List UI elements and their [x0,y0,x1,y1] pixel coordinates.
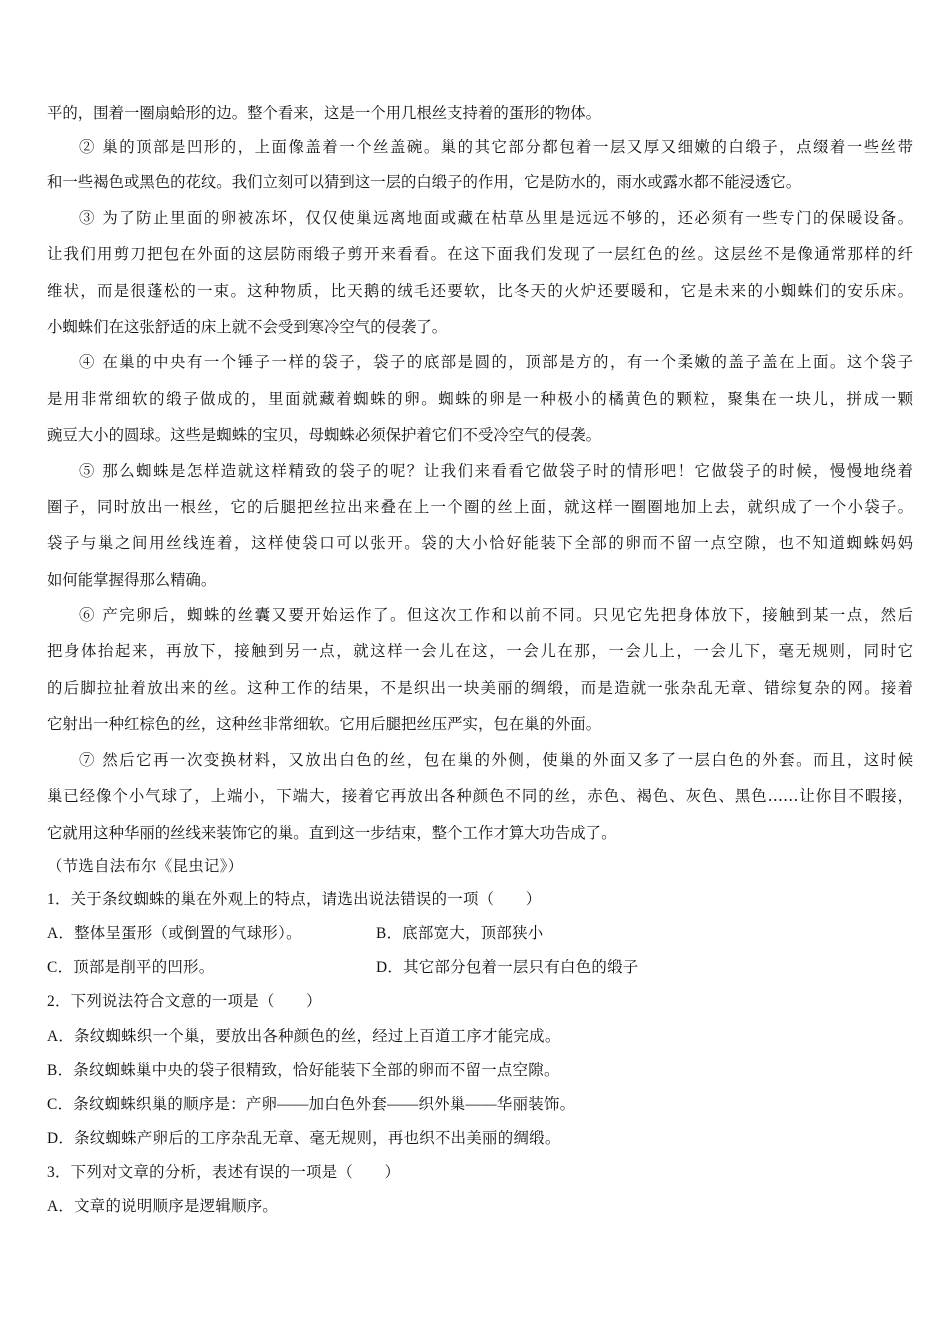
paragraph-6-line: 把身体抬起来，再放下，接触到另一点，就这样一会儿在这，一会儿在那，一会儿上，一会儿下，毫无规则，同时它 [47,642,913,660]
question-1-option-c: C．顶部是削平的凹形。 [47,959,215,976]
passage-intro-line: 平的，围着一圈扇蛤形的边。整个看来，这是一个用几根丝支持着的蛋形的物体。 [47,104,602,122]
question-2-option-d: D．条纹蜘蛛产卵后的工序杂乱无章、毫无规则，再也织不出美丽的绸缎。 [47,1130,561,1147]
passage-source: （节选自法布尔《昆虫记》） [47,858,244,875]
paragraph-2-line: ② 巢的顶部是凹形的，上面像盖着一个丝盖碗。巢的其它部分都包着一层又厚又细嫩的白缎子，点缀着一些丝带 [79,138,913,156]
paragraph-5-line: ⑤ 那么蜘蛛是怎样造就这样精致的袋子的呢？让我们来看看它做袋子时的情形吧！它做袋子的时候，慢慢地绕着 [79,462,913,480]
paragraph-5-line: 圈子，同时放出一根丝，它的后腿把丝拉出来叠在上一个圈的丝上面，就这样一圈圈地加上去，就织成了一个小袋子。 [47,498,913,516]
paragraph-5-line: 如何能掌握得那么精确。 [47,571,217,589]
paragraph-4-line: 是用非常细软的缎子做成的，里面就藏着蜘蛛的卵。蜘蛛的卵是一种极小的橘黄色的颗粒，聚集在一块儿，拼成一颗 [47,390,913,408]
paragraph-5-line: 袋子与巢之间用丝线连着，这样使袋口可以张开。袋的大小恰好能装下全部的卵而不留一点空隙，也不知道蜘蛛妈妈 [47,534,913,552]
question-3-stem: 3．下列对文章的分析，表述有误的一项是（ ） [47,1164,401,1181]
question-1-stem: 1．关于条纹蜘蛛的巢在外观上的特点，请选出说法错误的一项（ ） [47,891,542,908]
question-1-option-b: B．底部宽大，顶部狭小 [376,925,544,942]
question-3-option-a: A．文章的说明顺序是逻辑顺序。 [47,1198,279,1215]
paragraph-6-line: 的后脚拉扯着放出来的丝。这种工作的结果，不是织出一块美丽的绸缎，而是造就一张杂乱无章、错综复杂的网。接着 [47,679,913,697]
paragraph-3-line: ③ 为了防止里面的卵被冻坏，仅仅使巢远离地面或藏在枯草丛里是远远不够的，还必须有一些专门的保暖设备。 [79,209,913,227]
question-2-option-c: C．条纹蜘蛛织巢的顺序是：产卵——加白色外套——织外巢——华丽装饰。 [47,1096,576,1113]
paragraph-3-line: 小蜘蛛们在这张舒适的床上就不会受到寒冷空气的侵袭了。 [47,318,448,336]
paragraph-3-line: 让我们用剪刀把包在外面的这层防雨缎子剪开来看看。在这下面我们发现了一层红色的丝。这层丝不是像通常那样的纤 [47,245,913,263]
question-2-option-b: B．条纹蜘蛛巢中央的袋子很精致，恰好能装下全部的卵而不留一点空隙。 [47,1062,560,1079]
paragraph-4-line: ④ 在巢的中央有一个锤子一样的袋子，袋子的底部是圆的，顶部是方的，有一个柔嫩的盖子盖在上面。这个袋子 [79,353,913,371]
paragraph-2-line: 和一些褐色或黑色的花纹。我们立刻可以猜到这一层的白缎子的作用，它是防水的，雨水或露水都不能浸透它。 [47,173,802,191]
paragraph-7-line: ⑦ 然后它再一次变换材料，又放出白色的丝，包在巢的外侧，使巢的外面又多了一层白色的外套。而且，这时候 [79,751,913,769]
question-2-option-a: A．条纹蜘蛛织一个巢，要放出各种颜色的丝，经过上百道工序才能完成。 [47,1028,561,1045]
paragraph-6-line: 它射出一种红棕色的丝，这种丝非常细软。它用后腿把丝压严实，包在巢的外面。 [47,715,602,733]
question-1-option-d: D．其它部分包着一层只有白色的缎子 [376,959,639,976]
question-1-option-a: A．整体呈蛋形（或倒置的气球形）。 [47,925,302,942]
question-2-stem: 2．下列说法符合文意的一项是（ ） [47,993,322,1010]
paragraph-7-line: 巢已经像个小气球了，上端小，下端大，接着它再放出各种颜色不同的丝，赤色、褐色、灰色、黑色……让你目不暇接， [47,787,913,805]
paragraph-4-line: 豌豆大小的圆球。这些是蜘蛛的宝贝，母蜘蛛必须保护着它们不受冷空气的侵袭。 [47,426,602,444]
paragraph-6-line: ⑥ 产完卵后，蜘蛛的丝囊又要开始运作了。但这次工作和以前不同。只见它先把身体放下，接触到某一点，然后 [79,606,913,624]
paragraph-3-line: 维状，而是很蓬松的一束。这种物质，比天鹅的绒毛还要软，比冬天的火炉还要暖和，它是未来的小蜘蛛们的安乐床。 [47,282,913,300]
paragraph-7-line: 它就用这种华丽的丝线来装饰它的巢。直到这一步结束，整个工作才算大功告成了。 [47,824,617,842]
